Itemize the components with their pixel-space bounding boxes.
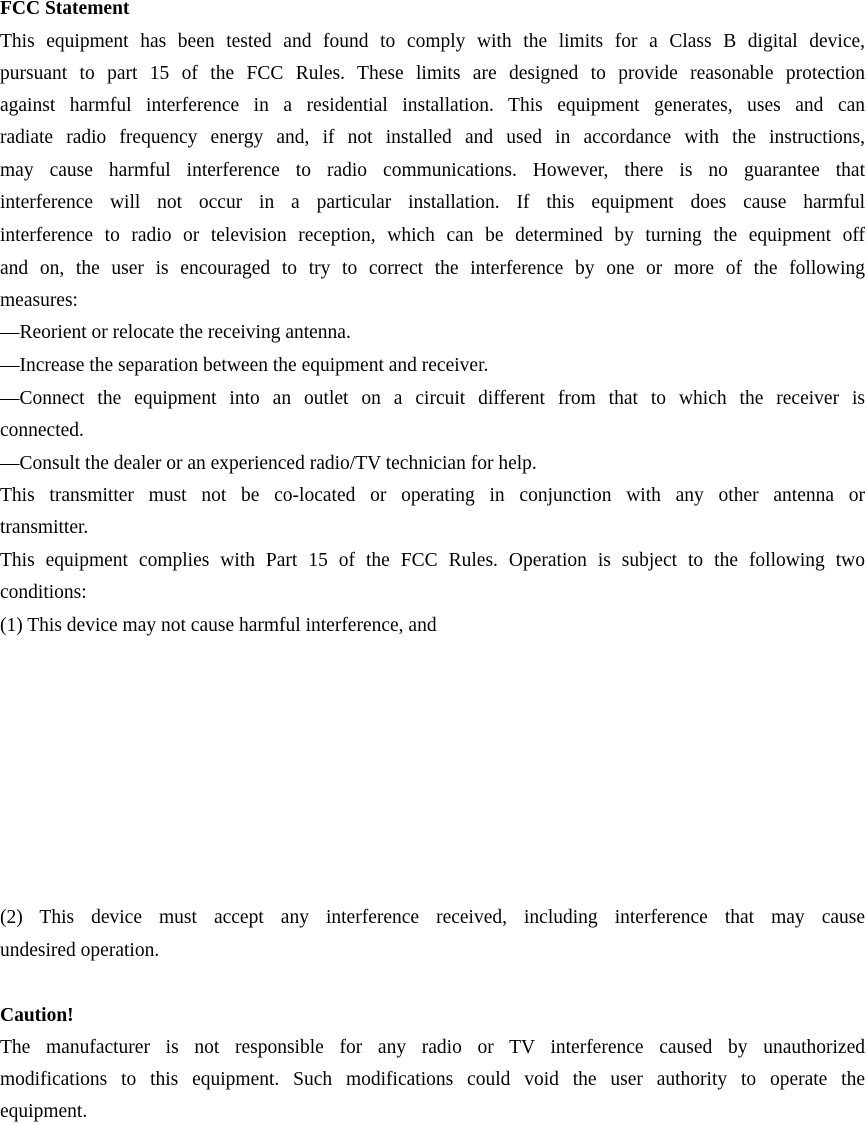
complies-line-2: conditions: [0,582,87,603]
fcc-para1-line-8: and on, the user is encouraged to try to correct the interference by one or more of the following [0,258,865,279]
fcc-para1-line-1: This equipment has been tested and found to comply with the limits for a Class B digital device, [0,31,865,52]
caution-line-1: The manufacturer is not responsible for any radio or TV interference caused by unauthorized [0,1037,865,1058]
fcc-para1-line-7: interference to radio or television reception, which can be determined by turning the equipment off [0,225,865,246]
transmitter-line-2: transmitter. [0,517,89,538]
fcc-para1-line-4: radiate radio frequency energy and, if not installed and used in accordance with the instructions, [0,127,865,148]
measure-item-3-cont: connected. [0,420,84,441]
fcc-para1-line-3: against harmful interference in a residential installation. This equipment generates, uses and can [0,95,865,116]
transmitter-line-1: This transmitter must not be co-located or operating in conjunction with any other antenna or [0,485,865,506]
measure-item-2: —Increase the separation between the equipment and receiver. [0,355,489,376]
fcc-para1-line-2: pursuant to part 15 of the FCC Rules. These limits are designed to provide reasonable protection [0,63,865,84]
fcc-heading: FCC Statement [0,0,130,19]
caution-heading: Caution! [0,1005,74,1026]
measure-item-3: —Connect the equipment into an outlet on a circuit different from that to which the receiver is [0,388,865,409]
condition-2-line-1: (2) This device must accept any interference received, including interference that may cause [0,907,865,928]
fcc-para1-line-5: may cause harmful interference to radio communications. However, there is no guarantee that [0,160,865,181]
fcc-para1-line-6: interference will not occur in a particular installation. If this equipment does cause harmful [0,192,865,213]
condition-2-line-2: undesired operation. [0,940,160,961]
measure-item-4: —Consult the dealer or an experienced radio/TV technician for help. [0,453,537,474]
condition-1: (1) This device may not cause harmful interference, and [0,615,437,636]
caution-line-3: equipment. [0,1101,88,1122]
fcc-para1-line-9: measures: [0,290,78,311]
complies-line-1: This equipment complies with Part 15 of the FCC Rules. Operation is subject to the following two [0,550,865,571]
caution-line-2: modifications to this equipment. Such modifications could void the user authority to operate the [0,1069,865,1090]
measure-item-1: —Reorient or relocate the receiving antenna. [0,322,351,343]
